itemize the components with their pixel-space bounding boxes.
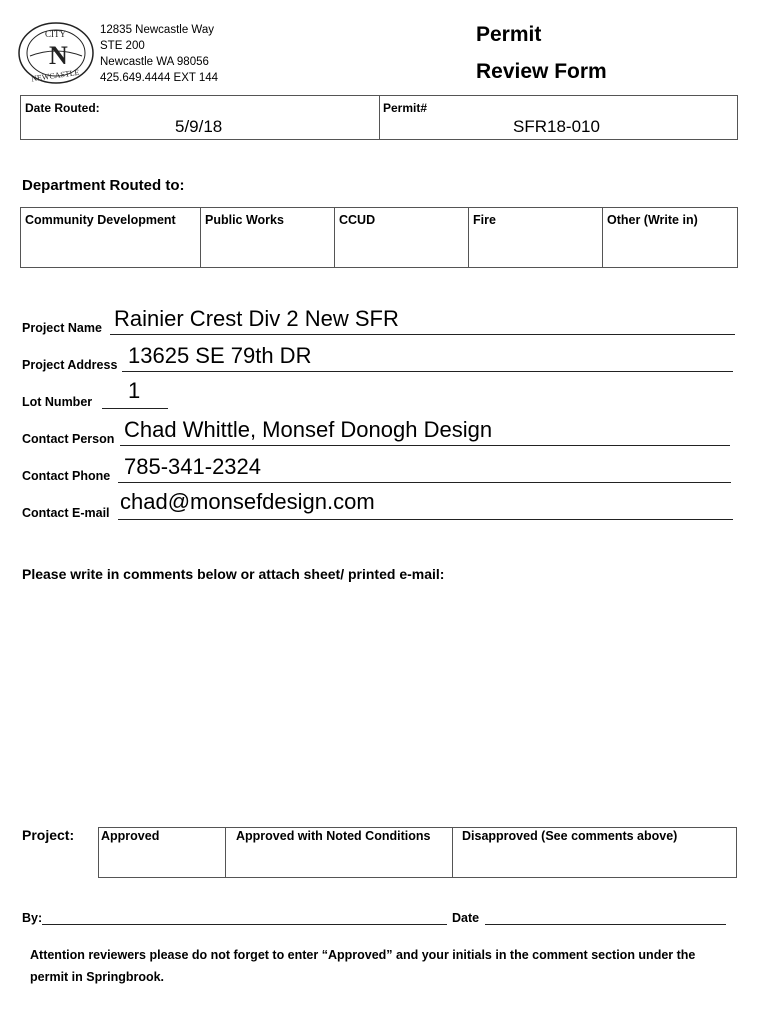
comments-area[interactable] bbox=[20, 590, 738, 810]
by-signature-line[interactable] bbox=[42, 910, 447, 925]
comments-heading: Please write in comments below or attach sheet/ printed e-mail: bbox=[22, 566, 445, 582]
routing-divider bbox=[379, 96, 380, 139]
signoff-date-line[interactable] bbox=[485, 910, 726, 925]
department-heading: Department Routed to: bbox=[22, 177, 185, 194]
address-block bbox=[100, 22, 218, 86]
svg-text:CITY: CITY bbox=[45, 29, 66, 39]
lot-number-label: Lot Number bbox=[22, 395, 93, 409]
project-name-label: Project Name bbox=[22, 321, 102, 335]
city-seal-logo bbox=[16, 20, 96, 86]
svg-text:N: N bbox=[49, 41, 68, 70]
form-title-line2: Review Form bbox=[476, 60, 607, 83]
project-name-value[interactable]: Rainier Crest Div 2 New SFR bbox=[114, 306, 399, 331]
address-line: 425.649.4444 EXT 144 bbox=[100, 72, 219, 84]
project-address-value[interactable]: 13625 SE 79th DR bbox=[128, 343, 312, 368]
contact-person-label: Contact Person bbox=[22, 432, 115, 446]
signoff-date-label: Date bbox=[452, 911, 480, 925]
permit-number-value[interactable]: SFR18-010 bbox=[513, 117, 600, 136]
routing-box bbox=[20, 95, 738, 140]
department-cell-other[interactable]: Other (Write in) bbox=[607, 213, 698, 227]
permit-number-label: Permit# bbox=[383, 101, 428, 115]
decision-approved-with-conditions[interactable]: Approved with Noted Conditions bbox=[226, 828, 453, 877]
address-line: 12835 Newcastle Way bbox=[100, 24, 214, 36]
by-label: By: bbox=[22, 911, 43, 925]
project-address-label: Project Address bbox=[22, 358, 118, 372]
lot-number-value[interactable]: 1 bbox=[128, 378, 141, 403]
address-line: Newcastle WA 98056 bbox=[100, 56, 209, 68]
footer-note: Attention reviewers please do not forget to enter “Approved” and your initials in the comment section under the permit in Springbrook. bbox=[30, 948, 696, 984]
contact-email-label: Contact E-mail bbox=[22, 506, 110, 520]
department-cell-ccud[interactable]: CCUD bbox=[335, 208, 469, 267]
form-title-line1: Permit bbox=[476, 23, 542, 46]
address-line: STE 200 bbox=[100, 40, 145, 52]
contact-email-value[interactable]: chad@monsefdesign.com bbox=[120, 489, 375, 514]
decision-approved[interactable]: Approved bbox=[99, 828, 226, 877]
decision-table bbox=[98, 827, 737, 878]
contact-person-value[interactable]: Chad Whittle, Monsef Donogh Design bbox=[124, 417, 493, 442]
date-routed-label: Date Routed: bbox=[25, 101, 100, 115]
date-routed-value[interactable]: 5/9/18 bbox=[175, 117, 223, 136]
contact-phone-label: Contact Phone bbox=[22, 469, 111, 483]
project-decision-label: Project: bbox=[22, 827, 75, 843]
department-cell-public-works[interactable]: Public Works bbox=[201, 208, 335, 267]
department-cell-fire[interactable]: Fire bbox=[469, 208, 603, 267]
svg-text:NEWCASTLE: NEWCASTLE bbox=[30, 67, 80, 84]
decision-disapproved[interactable]: Disapproved (See comments above) bbox=[462, 829, 678, 843]
department-table bbox=[20, 207, 738, 268]
department-cell-community-development[interactable]: Community Development bbox=[21, 208, 201, 267]
contact-phone-value[interactable]: 785-341-2324 bbox=[124, 454, 262, 479]
